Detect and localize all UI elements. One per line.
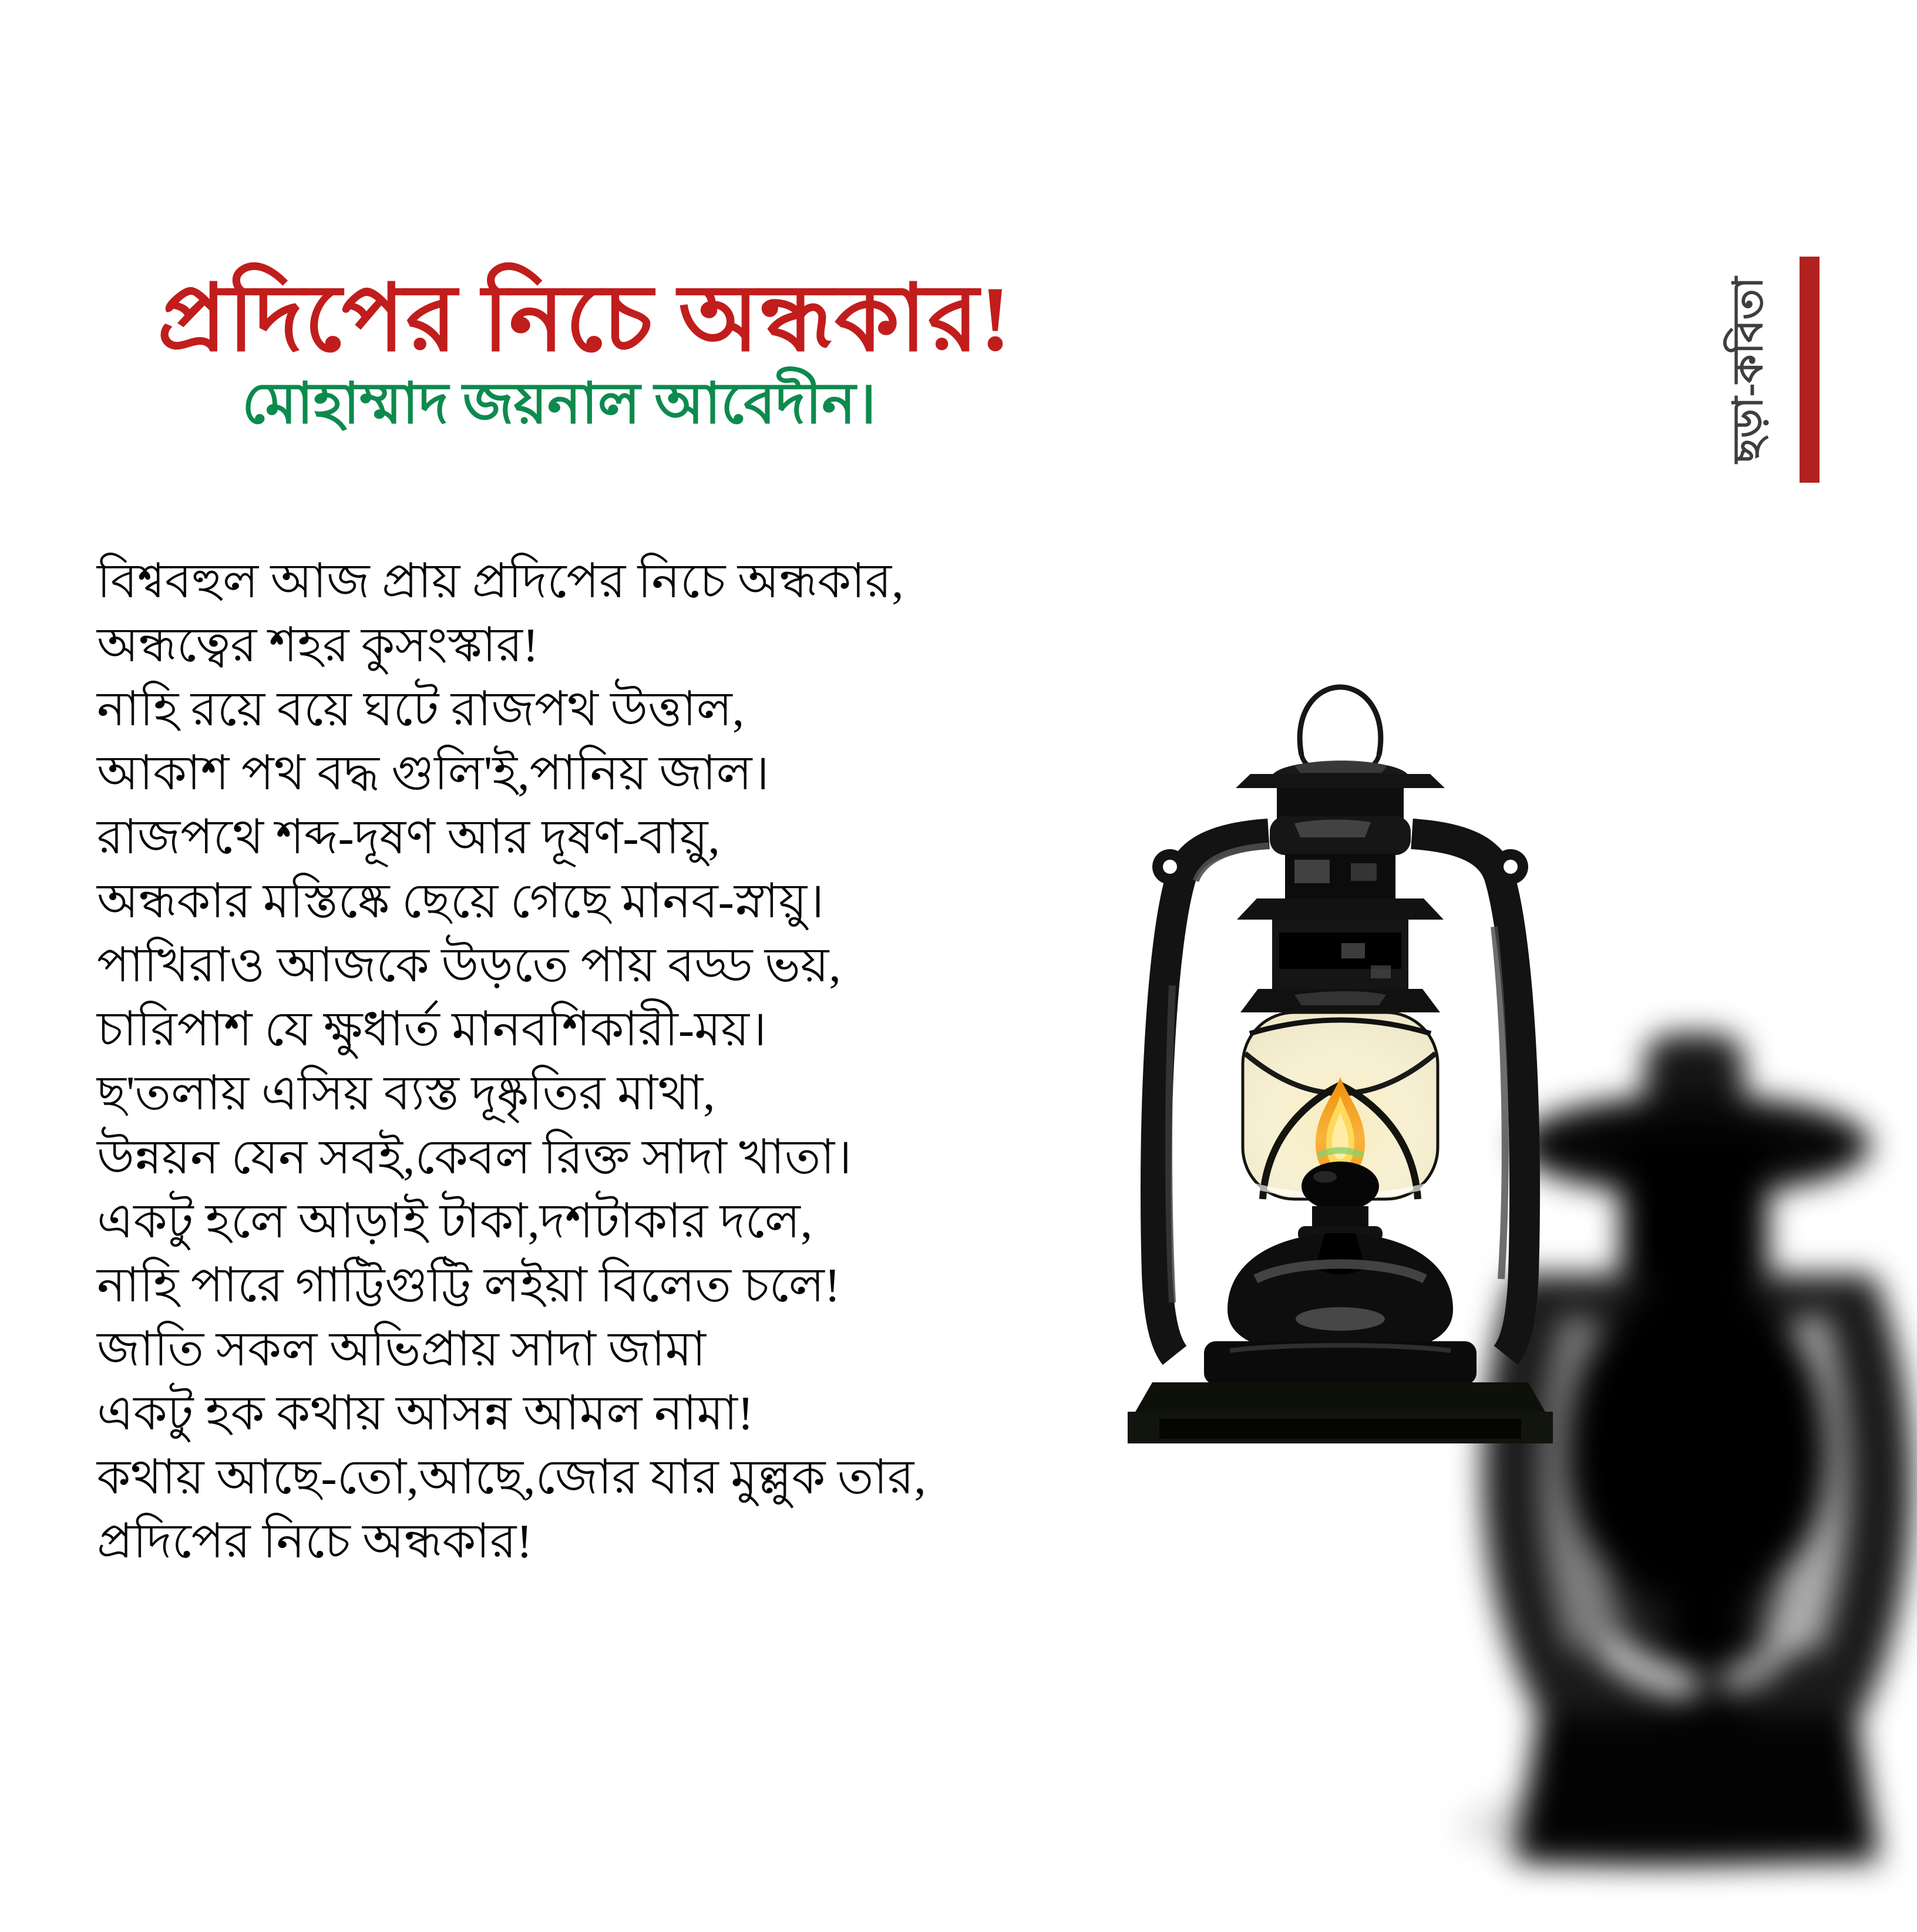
poem-line: উন্নয়ন যেন সবই,কেবল রিক্ত সাদা খাতা। <box>97 1130 852 1184</box>
category-tag-bar <box>1800 257 1820 483</box>
category-tag-label: ছড়া-কবিতা <box>1726 277 1771 463</box>
poem-line: অন্ধকার মস্তিষ্কে ছেয়ে গেছে মানব-স্নায়ু। <box>97 874 825 928</box>
poem-line: প্রদিপের নিচে অন্ধকার! <box>97 1514 533 1568</box>
poem-line: পাখিরাও আজকে উড়তে পায় বড্ড ভয়, <box>97 938 841 992</box>
poem-line: একটু হক কথায় আসন্ন আমল নামা! <box>97 1386 754 1440</box>
poem-line: অন্ধত্বের শহর কুসংস্কার! <box>97 618 539 672</box>
poem-line: নাহি পারে গাট্টিগুট্টি লইয়া বিলেত চলে! <box>97 1258 840 1312</box>
poem-line: জাতি সকল অভিপ্রায় সাদা জামা <box>97 1322 706 1376</box>
poem-line: ছ'তলায় এসিয় ব্যস্ত দূষ্কৃতির মাথা, <box>97 1066 715 1120</box>
poem-line: আকাশ পথ বদ্ধ গুলি'ই,পানিয় জাল। <box>97 746 769 800</box>
poem-body <box>97 549 926 1573</box>
poem-line: চারিপাশ যে ক্ষুধার্ত মানবশিকারী-ময়। <box>97 1002 767 1056</box>
poem-line: একটু হলে আড়াই টাকা,দশটাকার দলে, <box>97 1194 813 1248</box>
poem-line: নাহি রয়ে বয়ে ঘটে রাজপথ উত্তাল, <box>97 682 745 736</box>
hurricane-lantern-icon <box>1118 680 1562 1449</box>
poem-line: রাজপথে শব্দ-দূষণ আর দূষণ-বায়ু, <box>97 810 720 864</box>
poem-line: কথায় আছে-তো,আছে,জোর যার মুল্লুক তার, <box>97 1450 926 1504</box>
poem-line: বিশ্ববহুল আজ প্রায় প্রদিপের নিচে অন্ধকার, <box>97 554 904 608</box>
page-title: প্রদিপের নিচে অন্ধকার! <box>157 268 1012 371</box>
author-line: মোহাম্মাদ জয়নাল আবেদীন। <box>242 372 876 435</box>
